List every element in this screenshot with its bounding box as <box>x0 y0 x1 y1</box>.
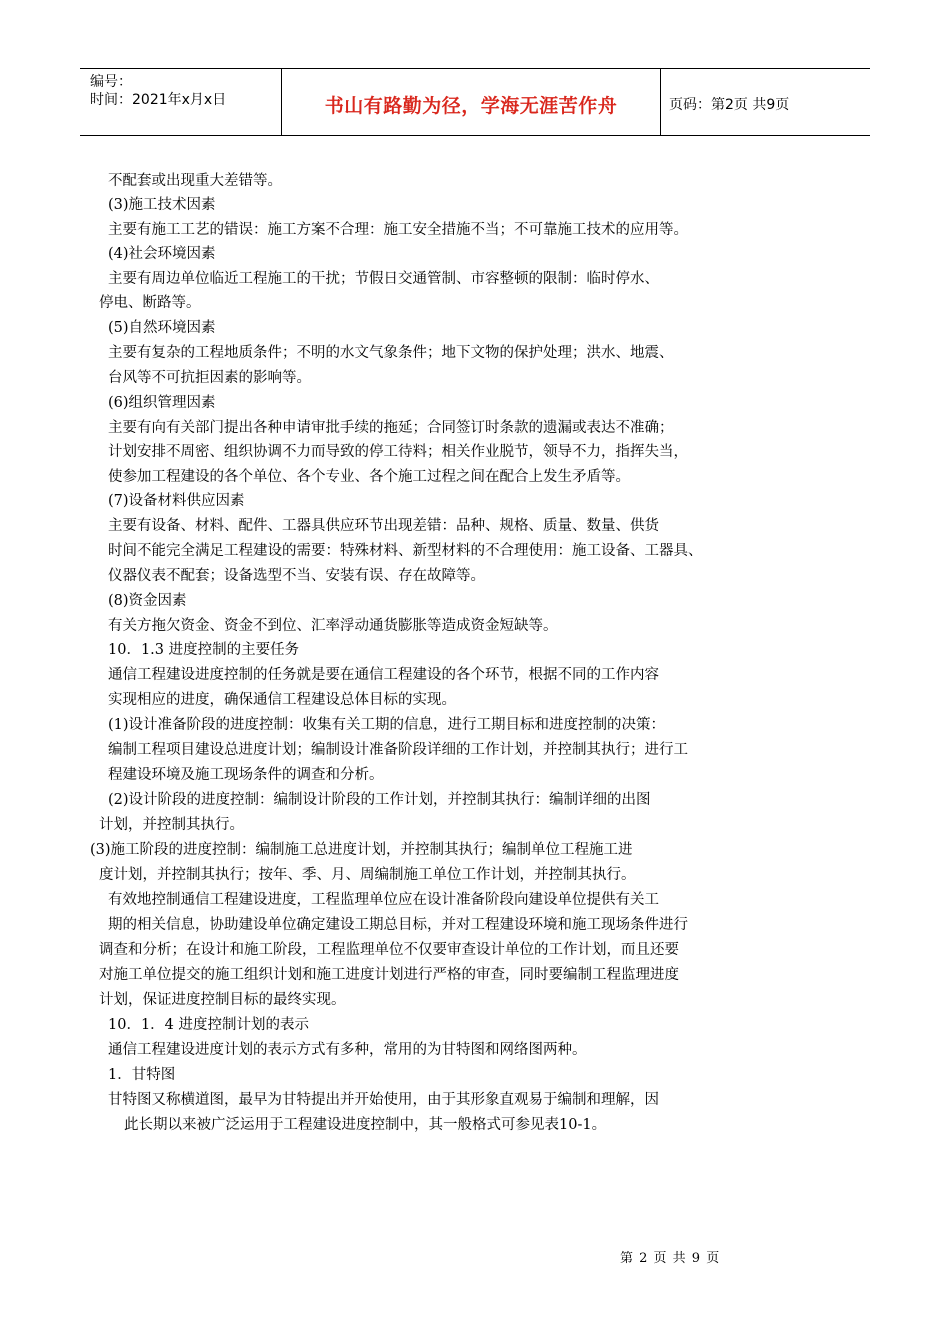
header-motto-cell <box>282 69 661 135</box>
section-heading: (4)社会环境因素 <box>108 246 216 262</box>
body-line: 通信工程建设进度计划的表示方式有多种，常用的为甘特图和网络图两种。 <box>108 1042 587 1058</box>
section-heading: 10．1．4 进度控制计划的表示 <box>108 1017 310 1033</box>
body-line: (3)施工阶段的进度控制：编制施工总进度计划，并控制其执行；编制单位工程施工进 <box>90 842 633 858</box>
body-line: 停电、断路等。 <box>99 295 201 311</box>
body-line: 主要有施工工艺的错误：施工方案不合理：施工安全措施不当；不可靠施工技术的应用等。 <box>108 222 688 238</box>
body-line: (2)设计阶段的进度控制：编制设计阶段的工作计划，并控制其执行：编制详细的出图 <box>108 792 651 808</box>
section-heading: (3)施工技术因素 <box>108 197 216 213</box>
header-meta-cell <box>80 69 282 135</box>
page-header <box>80 68 870 136</box>
body-line: 仪器仪表不配套；设备选型不当、安装有误、存在故障等。 <box>108 568 485 584</box>
body-line: 主要有设备、材料、配件、工器具供应环节出现差错：品种、规格、质量、数量、供货 <box>108 518 659 534</box>
page-footer: 第 2 页 共 9 页 <box>620 1251 721 1266</box>
body-line: 时间不能完全满足工程建设的需要：特殊材料、新型材料的不合理使用：施工设备、工器具、 <box>108 543 703 559</box>
section-heading: (5)自然环境因素 <box>108 320 216 336</box>
body-line: 主要有周边单位临近工程施工的干扰；节假日交通管制、市容整顿的限制：临时停水、 <box>108 271 659 287</box>
section-heading: 1．甘特图 <box>108 1067 176 1083</box>
header-page-cell <box>661 69 870 135</box>
body-line: 期的相关信息，协助建设单位确定建设工期总目标，并对工程建设环境和施工现场条件进行 <box>108 917 688 933</box>
body-line: 实现相应的进度，确保通信工程建设总体目标的实现。 <box>108 692 456 708</box>
body-line: 有关方拖欠资金、资金不到位、汇率浮动通货膨胀等造成资金短缺等。 <box>108 618 558 634</box>
body-line: 此长期以来被广泛运用于工程建设进度控制中，其一般格式可参见表10-1。 <box>124 1117 607 1133</box>
section-heading: (7)设备材料供应因素 <box>108 493 245 509</box>
body-line: (1)设计准备阶段的进度控制：收集有关工期的信息，进行工期目标和进度控制的决策： <box>108 717 666 733</box>
section-heading: 10．1.3 进度控制的主要任务 <box>108 642 300 658</box>
section-heading: (8)资金因素 <box>108 593 187 609</box>
body-line: 度计划，并控制其执行；按年、季、月、周编制施工单位工作计划，并控制其执行。 <box>99 867 636 883</box>
body-line: 不配套或出现重大差错等。 <box>108 173 282 189</box>
body-line: 主要有复杂的工程地质条件；不明的水文气象条件；地下文物的保护处理；洪水、地震、 <box>108 345 674 361</box>
body-line: 通信工程建设进度控制的任务就是要在通信工程建设的各个环节，根据不同的工作内容 <box>108 667 659 683</box>
header-page-info: 页码：第2页 共9页 <box>669 97 790 113</box>
body-line: 主要有向有关部门提出各种申请审批手续的拖延；合同签订时条款的遗漏或表达不准确； <box>108 420 674 436</box>
document-number-label: 编号： <box>90 74 132 90</box>
body-line: 程建设环境及施工现场条件的调查和分析。 <box>108 767 384 783</box>
body-line: 有效地控制通信工程建设进度，工程监理单位应在设计准备阶段向建设单位提供有关工 <box>108 892 659 908</box>
body-line: 调查和分析；在设计和施工阶段，工程监理单位不仅要审查设计单位的工作计划，而且还要 <box>99 942 679 958</box>
body-line: 甘特图又称横道图，最早为甘特提出并开始使用，由于其形象直观易于编制和理解，因 <box>108 1092 659 1108</box>
body-line: 对施工单位提交的施工组织计划和施工进度计划进行严格的审查，同时要编制工程监理进度 <box>99 967 679 983</box>
body-line: 计划，保证进度控制目标的最终实现。 <box>99 992 346 1008</box>
body-line: 台风等不可抗拒因素的影响等。 <box>108 370 311 386</box>
section-heading: (6)组织管理因素 <box>108 395 216 411</box>
header-motto: 书山有路勤为径，学海无涯苦作舟 <box>324 95 618 117</box>
body-line: 编制工程项目建设总进度计划；编制设计准备阶段详细的工作计划，并控制其执行；进行工 <box>108 742 688 758</box>
body-line: 使参加工程建设的各个单位、各个专业、各个施工过程之间在配合上发生矛盾等。 <box>108 469 630 485</box>
body-line: 计划安排不周密、组织协调不力而导致的停工待料；相关作业脱节，领导不力，指挥失当， <box>108 444 688 460</box>
body-line: 计划，并控制其执行。 <box>99 817 244 833</box>
document-time-label: 时间：2021年x月x日 <box>90 92 227 108</box>
